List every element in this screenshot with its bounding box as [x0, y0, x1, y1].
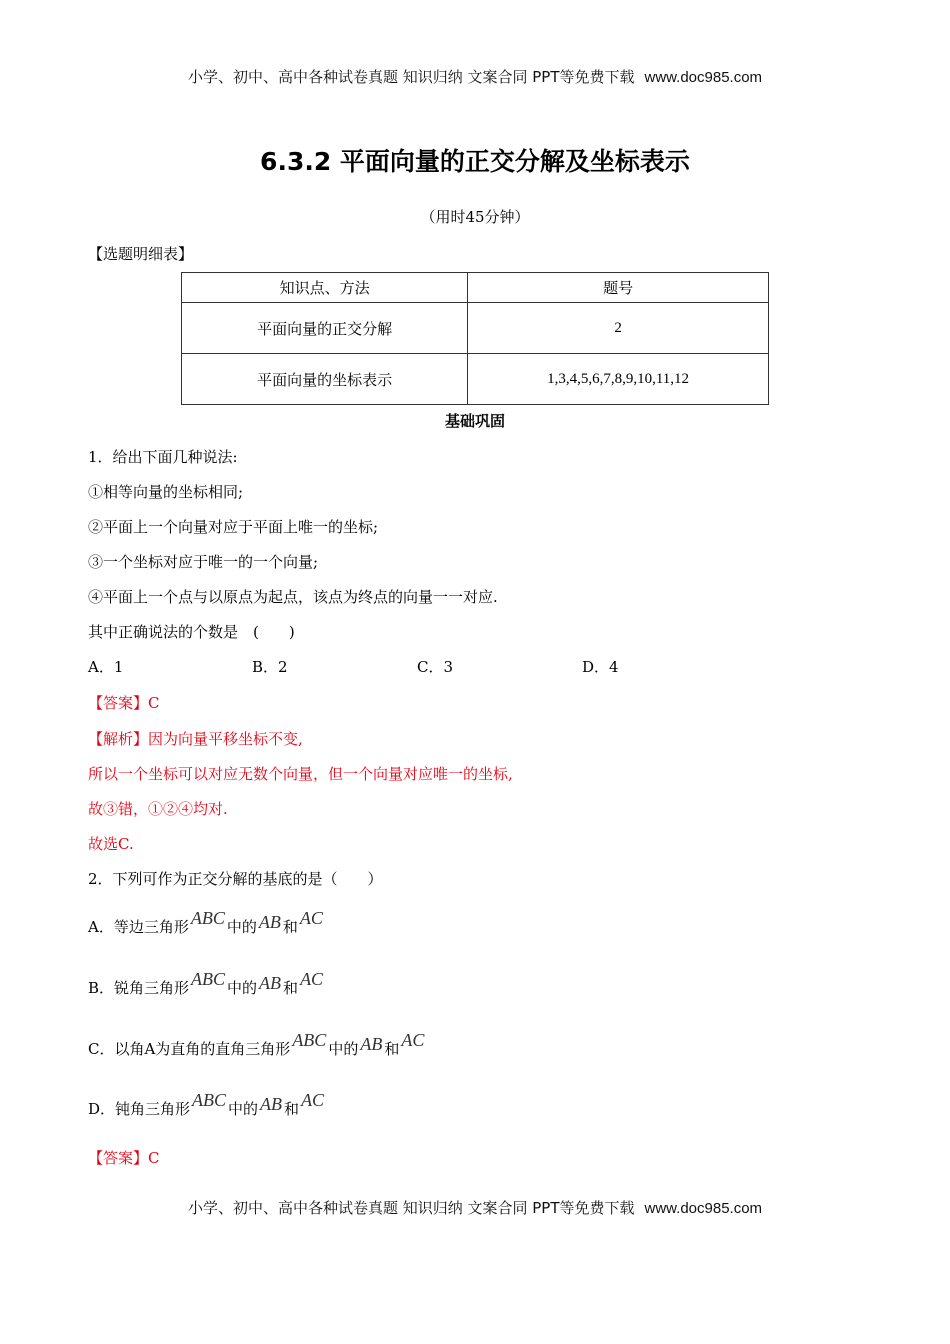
page-footer — [0, 1197, 950, 1218]
vector-label: AC — [401, 1030, 425, 1050]
option-text: 和 — [283, 979, 299, 997]
vector-label: AC — [301, 1090, 325, 1110]
option-text: A．等边三角形 — [88, 918, 189, 936]
vector-label: AB — [258, 912, 281, 932]
q2-option-a — [88, 908, 325, 937]
vector-label: AB — [259, 973, 282, 993]
topic-table — [181, 272, 769, 405]
option-text: 和 — [282, 918, 298, 936]
option-text: 和 — [384, 1040, 400, 1058]
table-cell: 平面向量的正交分解 — [182, 303, 468, 354]
q2-option-c — [88, 1030, 426, 1059]
header-text: 小学、初中、高中各种试卷真题 知识归纳 文案合同 PPT等免费下载 — [187, 68, 635, 86]
option-text: 中的 — [226, 918, 257, 936]
q1-item: ②平面上一个向量对应于平面上唯一的坐标; — [88, 518, 379, 536]
q1-analysis-line: 故选C. — [88, 835, 134, 853]
vector-label: AC — [300, 969, 324, 989]
option-text: 中的 — [228, 1100, 259, 1118]
option-text: 中的 — [227, 979, 258, 997]
footer-url[interactable]: www.doc985.com — [644, 1200, 763, 1217]
q1-option-c: C．3 — [417, 658, 454, 676]
q1-item: ①相等向量的坐标相同; — [88, 483, 244, 501]
q1-item: ④平面上一个点与以原点为起点，该点为终点的向量一一对应. — [88, 588, 498, 606]
option-text: 中的 — [328, 1040, 359, 1058]
footer-text: 小学、初中、高中各种试卷真题 知识归纳 文案合同 PPT等免费下载 — [187, 1199, 635, 1217]
header-url[interactable]: www.doc985.com — [644, 69, 763, 86]
triangle-label: ABC — [190, 908, 225, 928]
q2-option-d — [88, 1090, 326, 1119]
table-row — [182, 303, 769, 354]
q2-option-b — [88, 969, 325, 998]
option-text: 和 — [284, 1100, 300, 1118]
q1-analysis-line: 故③错，①②④均对. — [88, 800, 228, 818]
q1-option-d: D．4 — [582, 658, 619, 676]
q1-stem: 1．给出下面几种说法: — [88, 448, 238, 466]
time-note: （用时45分钟） — [420, 208, 530, 226]
section-title: 基础巩固 — [444, 412, 505, 430]
q1-item: ③一个坐标对应于唯一的一个向量; — [88, 553, 319, 571]
table-header-row — [182, 273, 769, 303]
q1-analysis-line: 所以一个坐标可以对应无数个向量，但一个向量对应唯一的坐标, — [88, 765, 513, 783]
option-text: B．锐角三角形 — [88, 979, 190, 997]
q1-option-b: B．2 — [252, 658, 288, 676]
triangle-label: ABC — [192, 1090, 227, 1110]
table-cell: 1,3,4,5,6,7,8,9,10,11,12 — [468, 354, 769, 405]
q1-answer: 【答案】C — [88, 694, 160, 712]
table-heading: 【选题明细表】 — [88, 245, 194, 263]
table-row — [182, 354, 769, 405]
page-header — [0, 66, 950, 87]
triangle-label: ABC — [292, 1030, 327, 1050]
vector-label: AB — [260, 1094, 283, 1114]
q2-answer: 【答案】C — [88, 1149, 160, 1167]
column-header: 题号 — [468, 273, 769, 303]
triangle-label: ABC — [191, 969, 226, 989]
table-cell: 2 — [468, 303, 769, 354]
q1-option-a: A．1 — [88, 658, 124, 676]
vector-label: AB — [360, 1034, 383, 1054]
table-cell: 平面向量的坐标表示 — [182, 354, 468, 405]
q1-analysis-line: 【解析】因为向量平移坐标不变, — [88, 730, 303, 748]
option-text: D．钝角三角形 — [88, 1100, 191, 1118]
vector-label: AC — [299, 908, 323, 928]
option-text: C．以角A为直角的直角三角形 — [88, 1040, 291, 1058]
page-title: 6.3.2 平面向量的正交分解及坐标表示 — [260, 147, 690, 176]
q2-stem: 2．下列可作为正交分解的基底的是（ ） — [88, 870, 383, 888]
q1-question: 其中正确说法的个数是 ( ) — [88, 623, 295, 641]
column-header: 知识点、方法 — [182, 273, 468, 303]
